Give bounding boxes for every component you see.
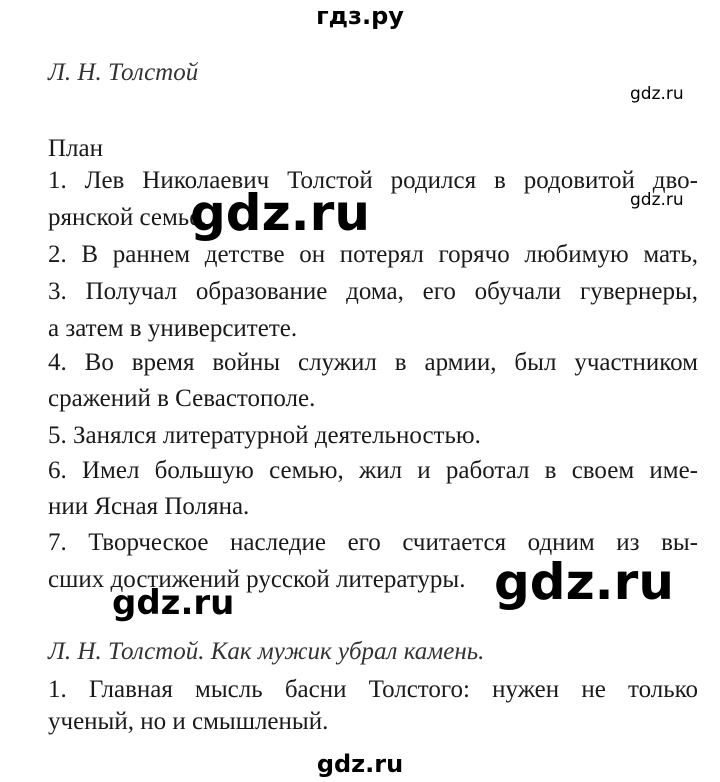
plan-line: сражений в Севастополе. (48, 385, 316, 412)
plan-line: 2. В раннем детстве он потерял горячо любимую мать, (48, 241, 698, 268)
plan-line: 1. Лев Николаевич Толстой родился в родовитой дво- (48, 167, 698, 194)
plan-label: План (48, 135, 104, 162)
plan-line: 7. Творческое наследие его считается одним из вы- (48, 529, 698, 556)
plan-line: сших достижений русской литературы. (48, 566, 466, 593)
watermark-large: gdz.ru (494, 553, 674, 611)
section-heading: Л. Н. Толстой. Как мужик убрал камень. (48, 638, 485, 665)
plan-line: рянской семье. (48, 204, 207, 231)
text-line: ученый, но и смышленый. (48, 708, 329, 735)
watermark-small: gdz.ru (630, 84, 684, 104)
watermark-bottom: gdz.ru (316, 750, 404, 778)
watermark-top: гдз.ру (316, 2, 404, 30)
plan-line: нии Ясная Поляна. (48, 493, 250, 520)
watermark-small: gdz.ru (630, 190, 684, 210)
plan-line: 5. Занялся литературной деятельностью. (48, 422, 481, 449)
watermark-medium: gdz.ru (112, 583, 235, 623)
section-heading: Л. Н. Толстой (48, 59, 199, 86)
plan-line: 3. Получал образование дома, его обучали гувернеры, (48, 278, 698, 305)
plan-line: 4. Во время войны служил в армии, был участником (48, 349, 698, 376)
plan-line: 6. Имел большую семью, жил и работал в своем име- (48, 457, 698, 484)
text-line: 1. Главная мысль басни Толстого: нужен не только (48, 676, 698, 703)
watermark-large: gdz.ru (190, 184, 370, 242)
plan-line: а затем в университете. (48, 315, 298, 342)
